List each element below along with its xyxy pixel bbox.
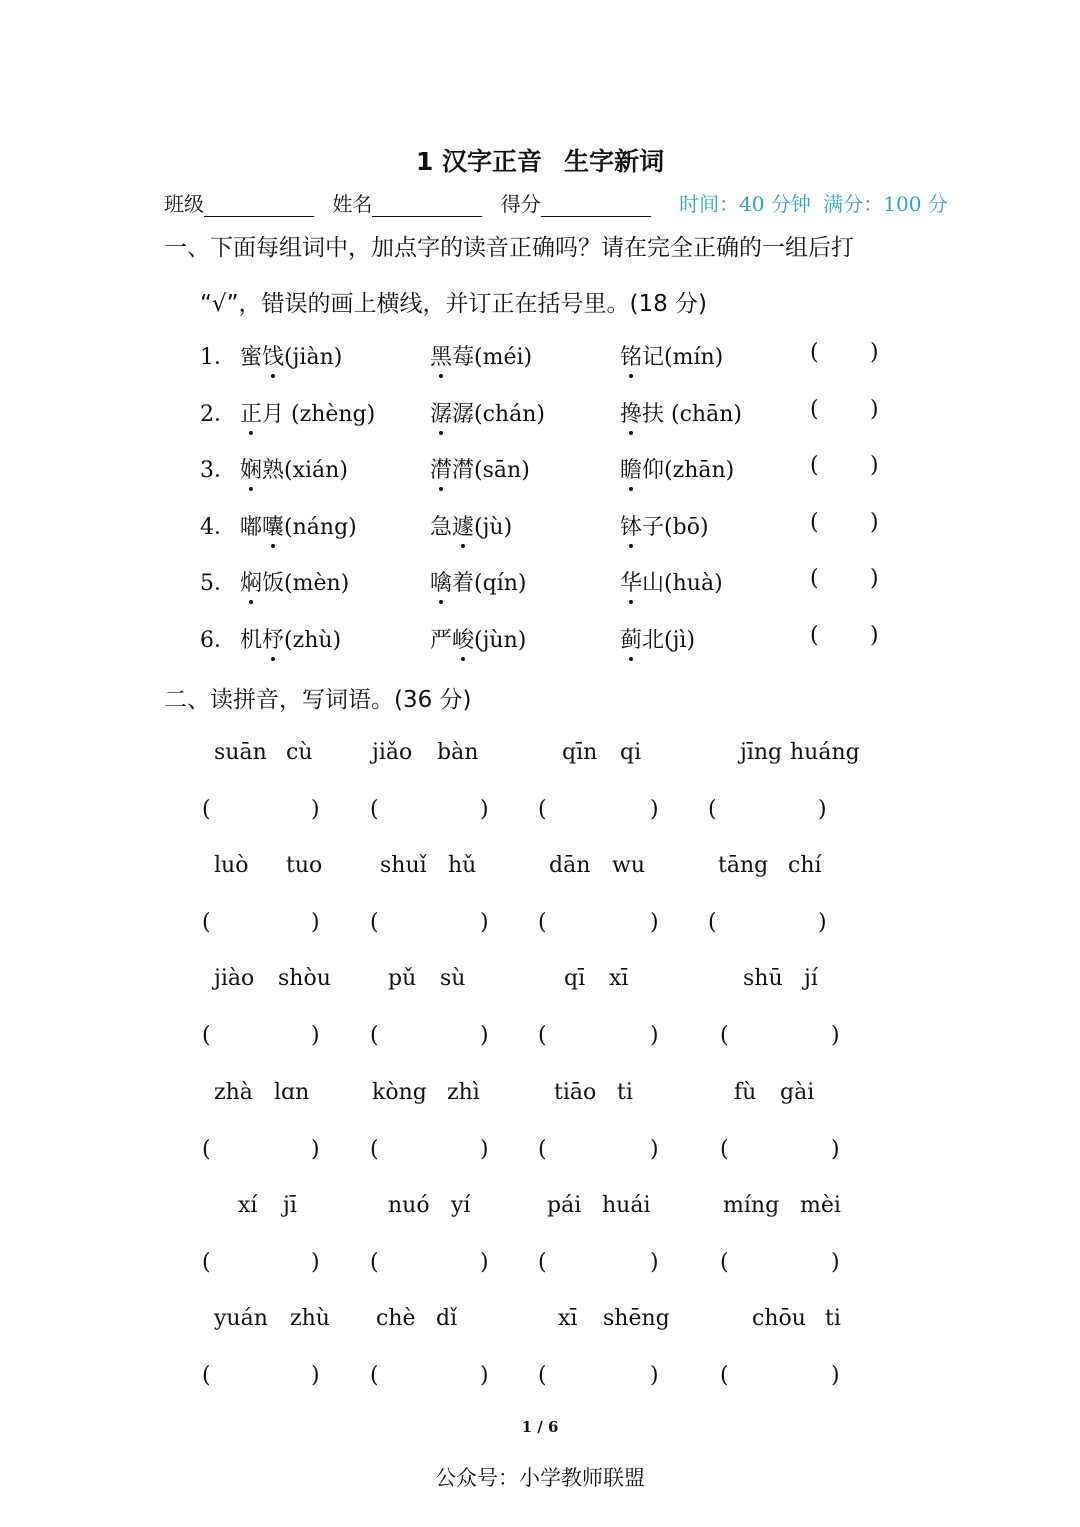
answer-paren-open[interactable]: ( — [720, 1363, 729, 1388]
answer-paren-close: ) — [650, 797, 659, 822]
pinyin-syllable: yuán — [214, 1306, 268, 1331]
answer-paren-close: ) — [650, 1249, 659, 1275]
question-word: 噙着(qín) — [430, 566, 527, 597]
answer-paren-close: ) — [650, 910, 659, 936]
answer-paren-open[interactable]: ( — [370, 1023, 379, 1049]
answer-paren-close: ) — [870, 396, 879, 422]
question-word: 蜜饯(jiàn) — [240, 340, 342, 371]
pinyin-syllable: wu — [612, 853, 645, 879]
answer-paren-close: ) — [818, 910, 827, 936]
answer-paren-close: ) — [650, 1363, 659, 1388]
pinyin-syllable: pǔ — [388, 966, 417, 992]
pinyin-syllable: cù — [286, 740, 313, 765]
question-word: 黑莓(méi) — [430, 340, 532, 371]
name-blank[interactable] — [372, 194, 482, 217]
pinyin-syllable: dǐ — [436, 1306, 458, 1331]
pinyin-syllable: shòu — [278, 966, 331, 992]
question-number: 4． — [200, 514, 236, 540]
score-blank[interactable] — [541, 194, 651, 217]
pinyin-syllable: suān — [214, 740, 267, 765]
pinyin-syllable: kòng — [372, 1079, 427, 1105]
answer-paren-open[interactable]: ( — [370, 1136, 379, 1162]
question-word: 潺潺(chán) — [430, 397, 545, 428]
pinyin-syllable: jiào — [214, 966, 255, 992]
answer-paren-open[interactable]: ( — [538, 910, 547, 936]
pinyin-syllable: chí — [788, 853, 822, 879]
answer-paren-close: ) — [831, 1023, 840, 1049]
answer-paren-close: ) — [818, 797, 827, 822]
answer-paren-open[interactable]: ( — [202, 1136, 211, 1162]
class-label: 班级 — [164, 192, 204, 216]
answer-paren-close: ) — [311, 910, 320, 936]
title-number: 1 — [415, 147, 434, 176]
answer-paren-close: ) — [831, 1136, 840, 1162]
pinyin-syllable: tiāo — [554, 1079, 597, 1105]
question-word: 铭记(mín) — [620, 340, 723, 371]
answer-paren-open[interactable]: ( — [810, 622, 819, 648]
answer-paren-close: ) — [311, 797, 320, 822]
question-word: 急遽(jù) — [430, 510, 512, 541]
answer-paren-open[interactable]: ( — [538, 1136, 547, 1162]
answer-paren-open[interactable]: ( — [370, 1249, 379, 1275]
question-number: 6． — [200, 627, 236, 653]
pinyin-syllable: dān — [549, 853, 591, 879]
pinyin-syllable: jī — [283, 1192, 297, 1218]
answer-paren-close: ) — [480, 1136, 489, 1162]
name-label: 姓名 — [332, 192, 373, 216]
pinyin-syllable: lɑn — [274, 1079, 310, 1105]
pinyin-syllable: ti — [825, 1306, 841, 1331]
question-word: 钵子(bō) — [620, 510, 709, 541]
answer-paren-open[interactable]: ( — [202, 910, 211, 936]
pinyin-syllable: shēng — [603, 1306, 670, 1331]
section1-line2: “√”，错误的画上横线，并订正在括号里。(18 分) — [200, 291, 708, 317]
answer-paren-open[interactable]: ( — [538, 1363, 547, 1388]
pinyin-syllable: mèi — [800, 1192, 841, 1218]
answer-paren-close: ) — [870, 566, 879, 591]
answer-paren-open[interactable]: ( — [202, 1249, 211, 1275]
pinyin-syllable: chōu — [752, 1306, 806, 1331]
answer-paren-close: ) — [870, 622, 879, 648]
answer-paren-close: ) — [311, 1363, 320, 1388]
footer-source: 公众号：小学教师联盟 — [435, 1466, 645, 1490]
class-blank[interactable] — [204, 194, 314, 217]
pinyin-syllable: chè — [376, 1306, 416, 1331]
pinyin-syllable: bàn — [437, 740, 479, 765]
question-word: 蓟北(jì) — [620, 623, 695, 654]
answer-paren-open[interactable]: ( — [810, 509, 819, 535]
pinyin-syllable: fù — [734, 1079, 757, 1105]
pinyin-syllable: ti — [617, 1079, 633, 1105]
question-word: 潸潸(sān) — [430, 453, 530, 484]
pinyin-syllable: pái — [547, 1192, 582, 1218]
full-score: 满分：100 分 — [823, 192, 948, 216]
answer-paren-open[interactable]: ( — [810, 340, 819, 365]
pinyin-syllable: zhù — [290, 1306, 330, 1331]
question-word: 焖饭(mèn) — [240, 566, 349, 597]
answer-paren-open[interactable]: ( — [720, 1136, 729, 1162]
answer-paren-open[interactable]: ( — [538, 1023, 547, 1049]
answer-paren-close: ) — [311, 1249, 320, 1275]
section2-title: 二、读拼音，写词语。(36 分) — [164, 687, 472, 713]
question-word: 正月 (zhèng) — [240, 397, 375, 428]
answer-paren-open[interactable]: ( — [202, 1363, 211, 1388]
answer-paren-open[interactable]: ( — [202, 1023, 211, 1049]
info-line — [164, 188, 948, 217]
answer-paren-close: ) — [831, 1363, 840, 1388]
pinyin-syllable: qi — [620, 740, 642, 765]
answer-paren-close: ) — [480, 797, 489, 822]
answer-paren-open[interactable]: ( — [538, 797, 547, 822]
page-number: 1 / 6 — [521, 1418, 559, 1436]
section1-line1: 一、下面每组词中，加点字的读音正确吗？请在完全正确的一组后打 — [164, 235, 854, 261]
pinyin-syllable: huái — [602, 1192, 651, 1218]
question-word: 瞻仰(zhān) — [620, 453, 734, 484]
pinyin-syllable: zhì — [447, 1079, 480, 1105]
answer-paren-close: ) — [870, 340, 879, 365]
answer-paren-close: ) — [480, 1249, 489, 1275]
pinyin-syllable: zhà — [214, 1079, 253, 1105]
pinyin-syllable: qīn — [562, 740, 598, 765]
pinyin-syllable: huáng — [790, 740, 860, 765]
pinyin-syllable: xī — [558, 1306, 578, 1331]
pinyin-syllable: qī — [564, 966, 586, 992]
answer-paren-open[interactable]: ( — [370, 910, 379, 936]
pinyin-syllable: tuo — [286, 853, 323, 879]
answer-paren-close: ) — [650, 1023, 659, 1049]
answer-paren-open[interactable]: ( — [810, 566, 819, 591]
answer-paren-close: ) — [480, 910, 489, 936]
answer-paren-open[interactable]: ( — [708, 910, 717, 936]
answer-paren-open[interactable]: ( — [810, 396, 819, 422]
title-sub: 生字新词 — [564, 147, 665, 176]
answer-paren-open[interactable]: ( — [370, 797, 379, 822]
answer-paren-close: ) — [480, 1023, 489, 1049]
answer-paren-close: ) — [311, 1023, 320, 1049]
pinyin-syllable: jīng — [740, 740, 783, 765]
question-number: 1． — [200, 345, 236, 370]
pinyin-syllable: nuó — [388, 1192, 430, 1218]
question-word: 娴熟(xián) — [240, 453, 348, 484]
question-number: 5． — [200, 571, 236, 596]
pinyin-syllable: gài — [780, 1079, 815, 1105]
score-label: 得分 — [500, 192, 541, 216]
answer-paren-close: ) — [870, 509, 879, 535]
question-word: 严峻(jùn) — [430, 623, 526, 654]
title-main: 汉字正音 — [442, 147, 543, 176]
pinyin-syllable: jí — [804, 966, 818, 992]
answer-paren-open[interactable]: ( — [720, 1249, 729, 1275]
answer-paren-close: ) — [480, 1363, 489, 1388]
pinyin-syllable: yí — [451, 1192, 471, 1218]
question-word: 搀扶 (chān) — [620, 397, 742, 428]
answer-paren-open[interactable]: ( — [720, 1023, 729, 1049]
answer-paren-open[interactable]: ( — [202, 797, 211, 822]
pinyin-syllable: luò — [214, 853, 249, 879]
answer-paren-close: ) — [311, 1136, 320, 1162]
answer-paren-close: ) — [870, 453, 879, 478]
answer-paren-close: ) — [650, 1136, 659, 1162]
question-number: 3． — [200, 458, 236, 483]
answer-paren-open[interactable]: ( — [538, 1249, 547, 1275]
question-word: 机杼(zhù) — [240, 623, 341, 654]
pinyin-syllable: jiǎo — [372, 740, 413, 765]
pinyin-syllable: tāng — [718, 853, 769, 879]
answer-paren-close: ) — [831, 1249, 840, 1275]
question-word: 华山(huà) — [620, 566, 723, 597]
question-number: 2． — [200, 401, 236, 427]
pinyin-syllable: shū — [743, 966, 783, 992]
pinyin-syllable: míng — [723, 1192, 780, 1218]
page-title — [0, 142, 1080, 178]
pinyin-syllable: xí — [238, 1192, 258, 1218]
time-limit: 时间：40 分钟 — [679, 192, 811, 216]
pinyin-syllable: sù — [440, 966, 466, 992]
pinyin-syllable: xī — [609, 966, 629, 992]
answer-paren-open[interactable]: ( — [708, 797, 717, 822]
pinyin-syllable: hǔ — [448, 853, 477, 879]
question-word: 嘟囔(náng) — [240, 510, 357, 541]
pinyin-syllable: shuǐ — [380, 853, 427, 879]
answer-paren-open[interactable]: ( — [810, 453, 819, 478]
answer-paren-open[interactable]: ( — [370, 1363, 379, 1388]
